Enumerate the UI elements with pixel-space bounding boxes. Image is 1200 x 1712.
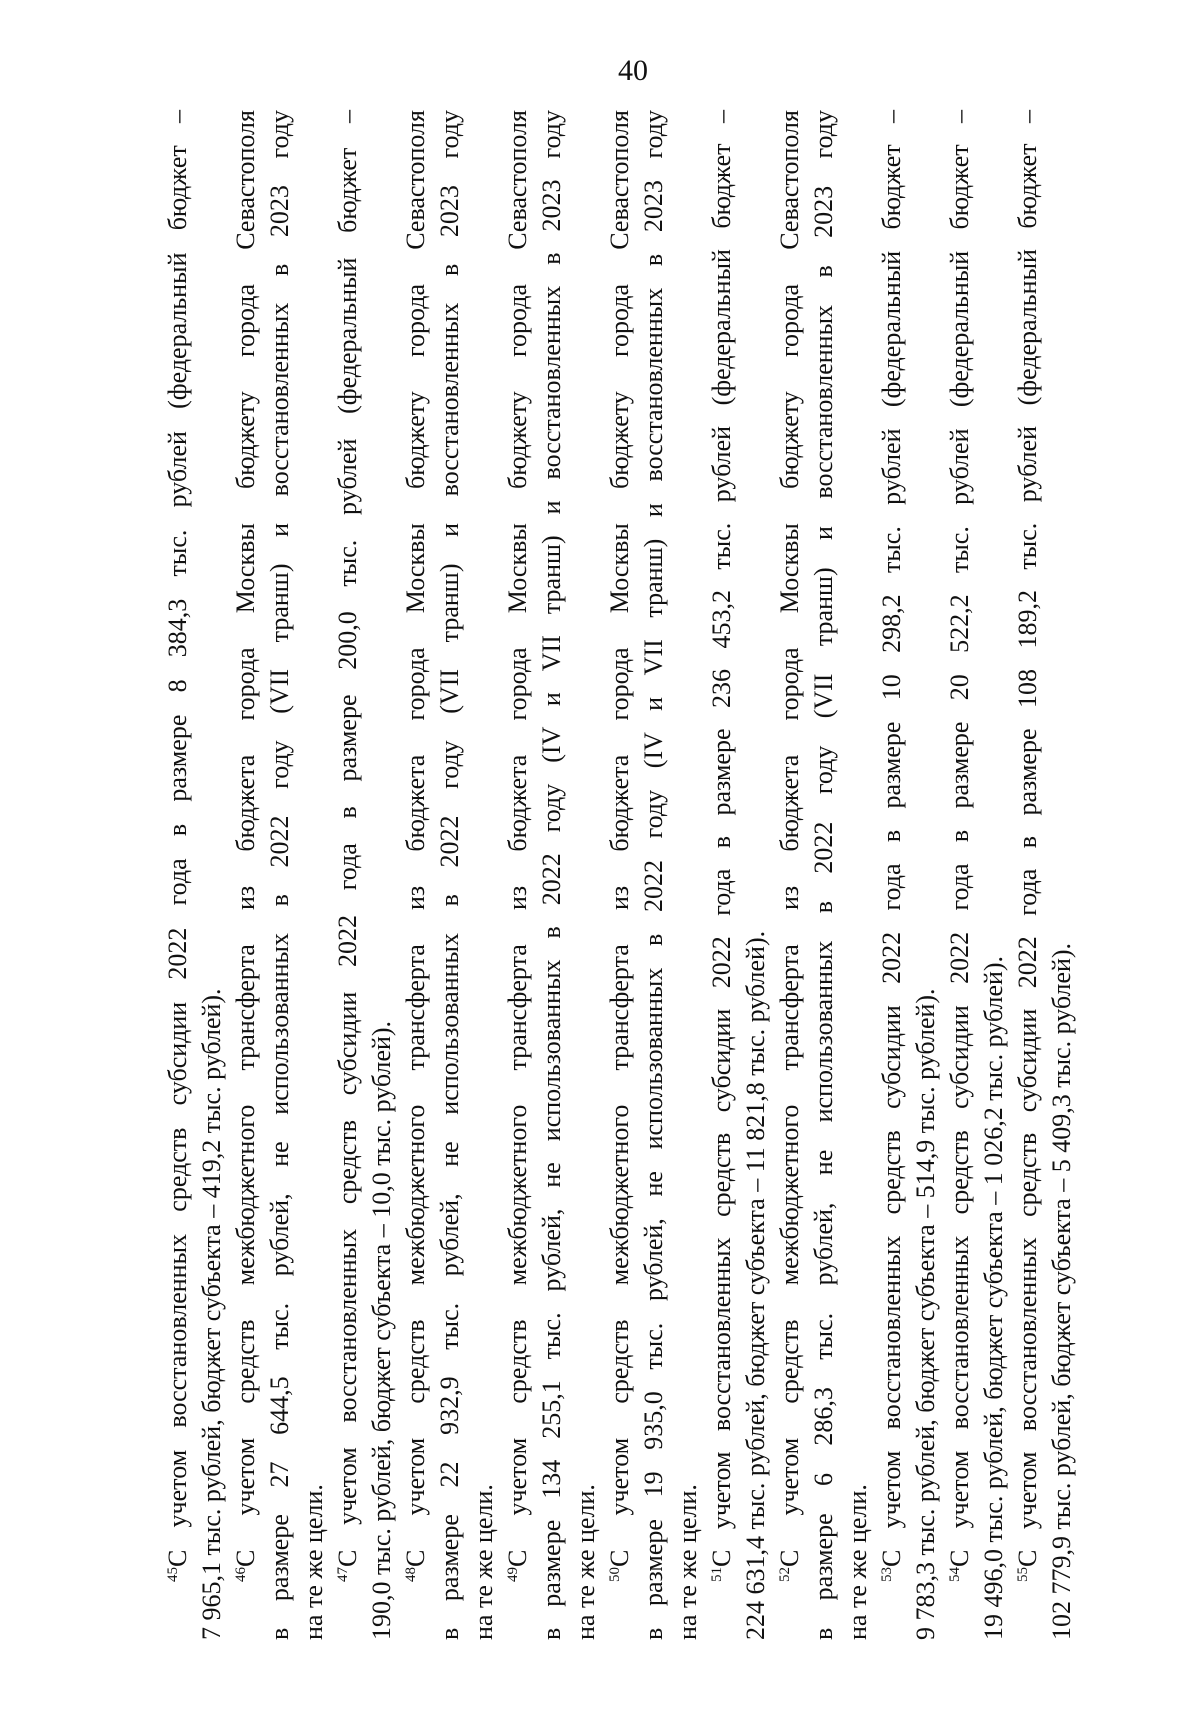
footnote-51 [709, 110, 777, 1640]
footnote-line: 224 631,4 тыс. рублей, бюджет субъекта – 11 821,8 тыс. рублей). [741, 930, 770, 1640]
footnote-52 [777, 110, 879, 1640]
footnote-number: 51 [709, 1567, 725, 1582]
footnote-55 [1015, 110, 1083, 1640]
footnote-line: на те же цели. [843, 1484, 872, 1640]
footnote-line: $^{54}$С учетом восстановленных средств субсидии 2022 года в размере 20 522,2 тыс. рублей (федеральный бюджет – [945, 110, 974, 1582]
footnote-line: $^{50}$С учетом средств межбюджетного трансферта из бюджета города Москвы бюджету города Севастополя [605, 110, 634, 1582]
footnote-48 [403, 110, 505, 1640]
footnote-line: в размере 22 932,9 тыс. рублей, не использованных в 2022 году (VII транш) и восстановленных в 2023 году [435, 110, 464, 1640]
footnote-line: $^{49}$С учетом средств межбюджетного трансферта из бюджета города Москвы бюджету города Севастополя [503, 110, 532, 1582]
footnote-number: 49 [505, 1567, 521, 1582]
footnote-line: $^{45}$С учетом восстановленных средств субсидии 2022 года в размере 8 384,3 тыс. рублей (федеральный бюджет – [163, 110, 192, 1582]
footnote-line: 9 783,3 тыс. рублей, бюджет субъекта – 514,9 тыс. рублей). [911, 988, 940, 1640]
footnote-number: 47 [335, 1567, 351, 1582]
footnote-53 [879, 110, 947, 1640]
footnote-line: на те же цели. [673, 1484, 702, 1640]
footnote-49 [505, 110, 607, 1640]
footnote-line: 190,0 тыс. рублей, бюджет субъекта – 10,0 тыс. рублей). [367, 1020, 396, 1640]
footnote-46 [233, 110, 335, 1640]
footnote-number: 45 [165, 1567, 181, 1582]
footnote-line: на те же цели. [469, 1484, 498, 1640]
footnote-line: на те же цели. [571, 1484, 600, 1640]
footnote-line: $^{48}$С учетом средств межбюджетного трансферта из бюджета города Москвы бюджету города Севастополя [401, 110, 430, 1582]
page-number: 40 [618, 54, 648, 87]
footnote-50 [607, 110, 709, 1640]
footnote-line: в размере 19 935,0 тыс. рублей, не использованных в 2022 году (IV и VII транш) и восстановленных в 2023 году [639, 110, 668, 1640]
footnote-number: 46 [233, 1567, 249, 1582]
footnote-line: на те же цели. [299, 1484, 328, 1640]
footnote-line: $^{51}$С учетом восстановленных средств субсидии 2022 года в размере 236 453,2 тыс. рублей (федеральный бюджет – [707, 110, 736, 1582]
footnote-line: в размере 6 286,3 тыс. рублей, не использованных в 2022 году (VII транш) и восстановленных в 2023 году [809, 110, 838, 1640]
footnote-line: $^{53}$С учетом восстановленных средств субсидии 2022 года в размере 10 298,2 тыс. рублей (федеральный бюджет – [877, 110, 906, 1582]
footnote-number: 48 [403, 1567, 419, 1582]
footnote-line: 102 779,9 тыс. рублей, бюджет субъекта – 5 409,3 тыс. рублей). [1047, 942, 1076, 1640]
footnote-line: 19 496,0 тыс. рублей, бюджет субъекта – 1 026,2 тыс. рублей). [979, 955, 1008, 1640]
footnote-45 [165, 110, 233, 1640]
footnote-line: в размере 27 644,5 тыс. рублей, не использованных в 2022 году (VII транш) и восстановленных в 2023 году [265, 110, 294, 1640]
footnote-number: 55 [1015, 1567, 1031, 1582]
footnote-47 [335, 110, 403, 1640]
rotated-footnotes-block [163, 110, 1076, 1640]
footnote-line: $^{55}$С учетом восстановленных средств субсидии 2022 года в размере 108 189,2 тыс. рублей (федеральный бюджет – [1013, 110, 1042, 1582]
footnote-number: 50 [607, 1567, 623, 1582]
footnote-54 [947, 110, 1015, 1640]
footnote-line: в размере 134 255,1 тыс. рублей, не использованных в 2022 году (IV и VII транш) и восстановленных в 2023 году [537, 110, 566, 1640]
footnote-number: 54 [947, 1567, 963, 1582]
footnote-line: $^{52}$С учетом средств межбюджетного трансферта из бюджета города Москвы бюджету города Севастополя [775, 110, 804, 1582]
footnote-number: 52 [777, 1567, 793, 1582]
footnote-line: $^{47}$С учетом восстановленных средств субсидии 2022 года в размере 200,0 тыс. рублей (федеральный бюджет – [333, 110, 362, 1582]
footnote-line: $^{46}$С учетом средств межбюджетного трансферта из бюджета города Москвы бюджету города Севастополя [231, 110, 260, 1582]
footnote-number: 53 [879, 1567, 895, 1582]
footnote-line: 7 965,1 тыс. рублей, бюджет субъекта – 419,2 тыс. рублей). [197, 988, 226, 1640]
